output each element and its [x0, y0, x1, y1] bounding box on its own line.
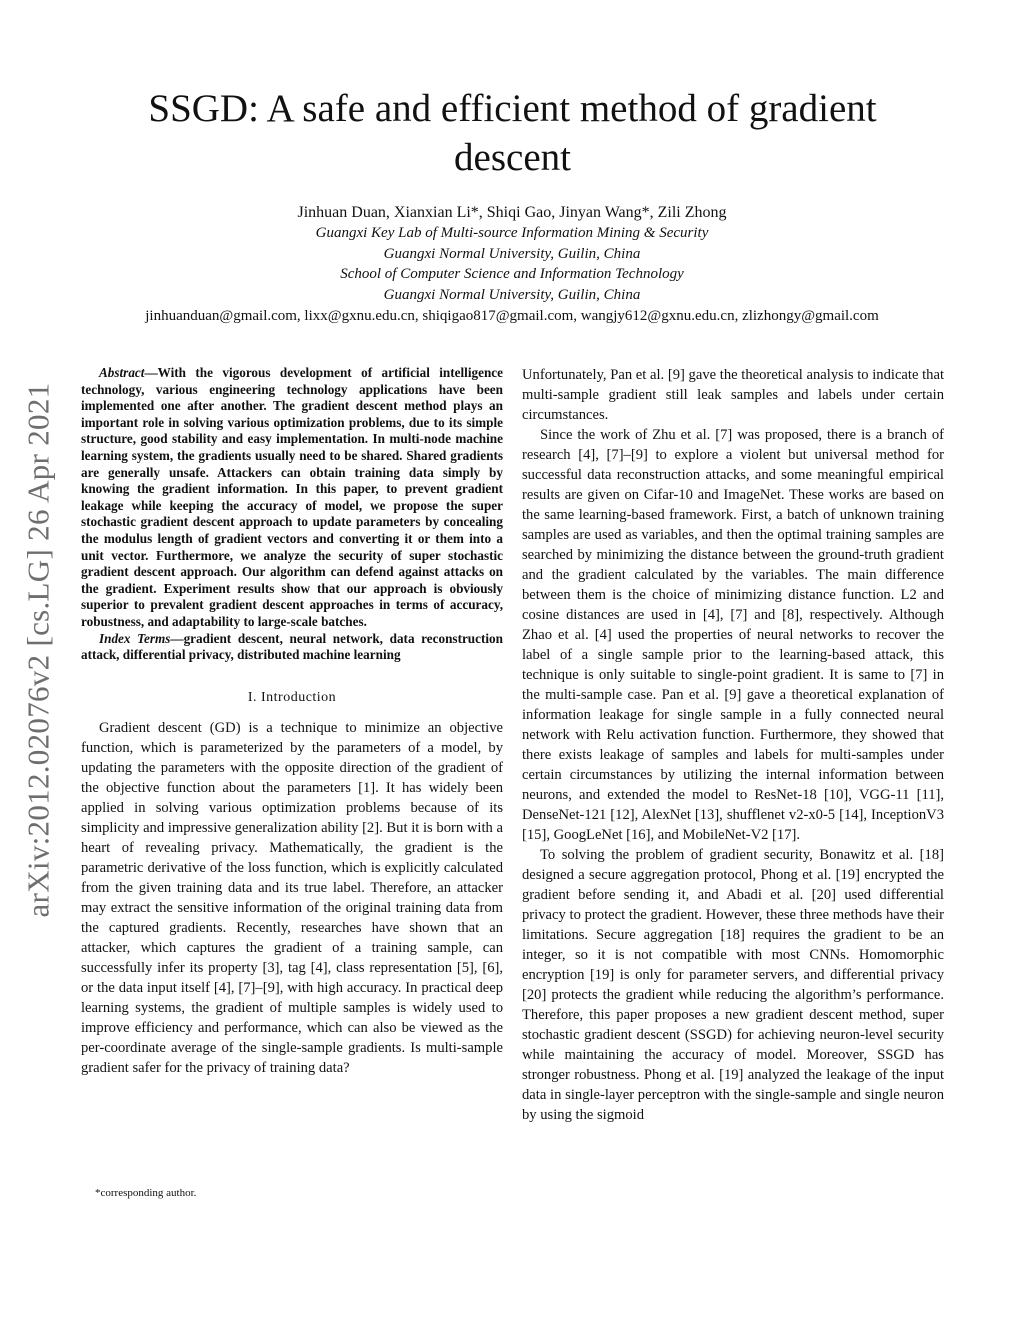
- author-block: [60, 202, 964, 327]
- body-paragraph: Unfortunately, Pan et al. [9] gave the theoretical analysis to indicate that multi-sample gradient still leak samples and labels under certain circumstances.: [522, 367, 944, 423]
- affiliation-line: Guangxi Normal University, Guilin, China: [383, 286, 641, 303]
- section-heading-introduction: I. Introduction: [247, 689, 337, 705]
- body-paragraph: Since the work of Zhu et al. [7] was proposed, there is a branch of research [4], [7]–[9] to explore a violent but universal method for successful data reconstruction attacks, and some meaningful empirical results are given on Cifar-10 and ImageNet. These works are based on the same learning-based framework. First, a batch of unknown training samples are used as variables, and then the optimal training samples are searched by minimizing the distance between the ground-truth gradient and the gradient calculated by the variables. The main difference between them is the choice of minimizing distance function. L2 and cosine distances are used in [4], [7] and [8], respectively. Although Zhao et al. [4] used the properties of neural networks to recover the label of a single sample prior to the learning-based attack, this technique is only suitable to single-point gradient. It is same to [7] in the multi-sample case. Pan et al. [9] gave a theoretical explanation of information leakage for single sample in a fully connected neural network with Relu activation function. Furthermore, they showed that there exists leakage of samples and labels for multi-samples under certain circumstances by utilizing the internal information between neurons, and extended the model to ResNet-18 [10], VGG-11 [11], DenseNet-121 [12], AlexNet [13], shufflenet v2-x0-5 [14], InceptionV3 [15], GoogLeNet [16], and MobileNet-V2 [17].: [522, 427, 944, 843]
- affiliation-line: Guangxi Normal University, Guilin, China: [383, 245, 641, 262]
- author-emails: jinhuanduan@gmail.com, lixx@gxnu.edu.cn, shiqigao817@gmail.com, wangjy612@gxnu.edu.cn, zlizhongy@gmail.com: [145, 308, 879, 324]
- index-terms-label: Index Terms: [99, 630, 171, 646]
- paper-title: SSGD: A safe and efficient method of gradient descent: [148, 87, 877, 179]
- footnote: *corresponding author.: [95, 1187, 197, 1199]
- author-list: Jinhuan Duan, Xianxian Li*, Shiqi Gao, Jinyan Wang*, Zili Zhong: [297, 204, 727, 221]
- body-paragraph: To solving the problem of gradient security, Bonawitz et al. [18] designed a secure aggregation protocol, Phong et al. [19] encrypted the gradient before sending it, and Abadi et al. [20] used differential privacy to protect the gradient. However, these three methods have their limitations. Secure aggregation [18] requires the gradient to be an integer, so it is not compatible with most CNNs. Homomorphic encryption [19] is only for parameter servers, and differential privacy [20] protects the gradient while reducing the algorithm’s performance. Therefore, this paper proposes a new gradient descent method, super stochastic gradient descent (SSGD) for achieving neuron-level security while maintaining the accuracy of model. Moreover, SSGD has stronger robustness. Phong et al. [19] analyzed the leakage of the input data in single-layer perceptron with the single-sample and single neuron by using the sigmoid: [522, 847, 944, 1123]
- abstract-label: Abstract: [99, 365, 145, 380]
- abstract: [81, 365, 503, 631]
- index-terms-text: —gradient descent, neural network, data reconstruction attack, differential privacy, distributed machine learning: [81, 630, 503, 663]
- index-terms: [81, 631, 503, 664]
- left-column: [81, 365, 503, 1078]
- arxiv-sidebar: [8, 330, 68, 970]
- arxiv-identifier: arXiv:2012.02076v2 [cs.LG] 26 Apr 2021: [20, 382, 56, 918]
- intro-paragraph: Gradient descent (GD) is a technique to minimize an objective function, which is parameterized by the parameters of a model, by updating the parameters with the opposite direction of the gradient of the objective function about the parameters [1]. It has widely been applied in solving various optimization problems because of its simplicity and impressive generalization ability [2]. But it is born with a heart of revealing privacy. Mathematically, the gradient is the parametric derivative of the loss function, which is explicitly calculated from the given training data and its true label. Therefore, an attacker may extract the sensitive information of the original training data from the captured gradients. Recently, researches have shown that an attacker, which captures the gradient of a training sample, can successfully infer its property [3], tag [4], class representation [5], [6], or the data input itself [4], [7]–[9], with high accuracy. In practical deep learning systems, the gradient of multiple samples is widely used to improve efficiency and performance, which can also be viewed as the per-coordinate average of the single-sample gradients. Is multi-sample gradient safer for the privacy of training data?: [81, 719, 503, 1076]
- affiliation-line: Guangxi Key Lab of Multi-source Information Mining & Security: [315, 225, 709, 241]
- affiliation-line: School of Computer Science and Information Technology: [340, 266, 684, 282]
- abstract-text: —With the vigorous development of artificial intelligence technology, various engineering technology applications have been implemented one after another. The gradient descent method plays an important role in solving various optimization problems, due to its simple structure, good stability and easy implementation. In multi-node machine learning system, the gradients usually need to be shared. Shared gradients are generally unsafe. Attackers can obtain training data simply by knowing the gradient information. In this paper, to prevent gradient leakage while keeping the accuracy of model, we propose the super stochastic gradient descent approach to update parameters by concealing the modulus length of gradient vectors and converting it or them into a unit vector. Furthermore, we analyze the security of super stochastic gradient descent approach. Our algorithm can defend against attacks on the gradient. Experiment results show that our approach is obviously superior to prevalent gradient descent approaches in terms of accuracy, robustness, and adaptability to large-scale batches.: [81, 365, 503, 629]
- right-column: [522, 365, 944, 1125]
